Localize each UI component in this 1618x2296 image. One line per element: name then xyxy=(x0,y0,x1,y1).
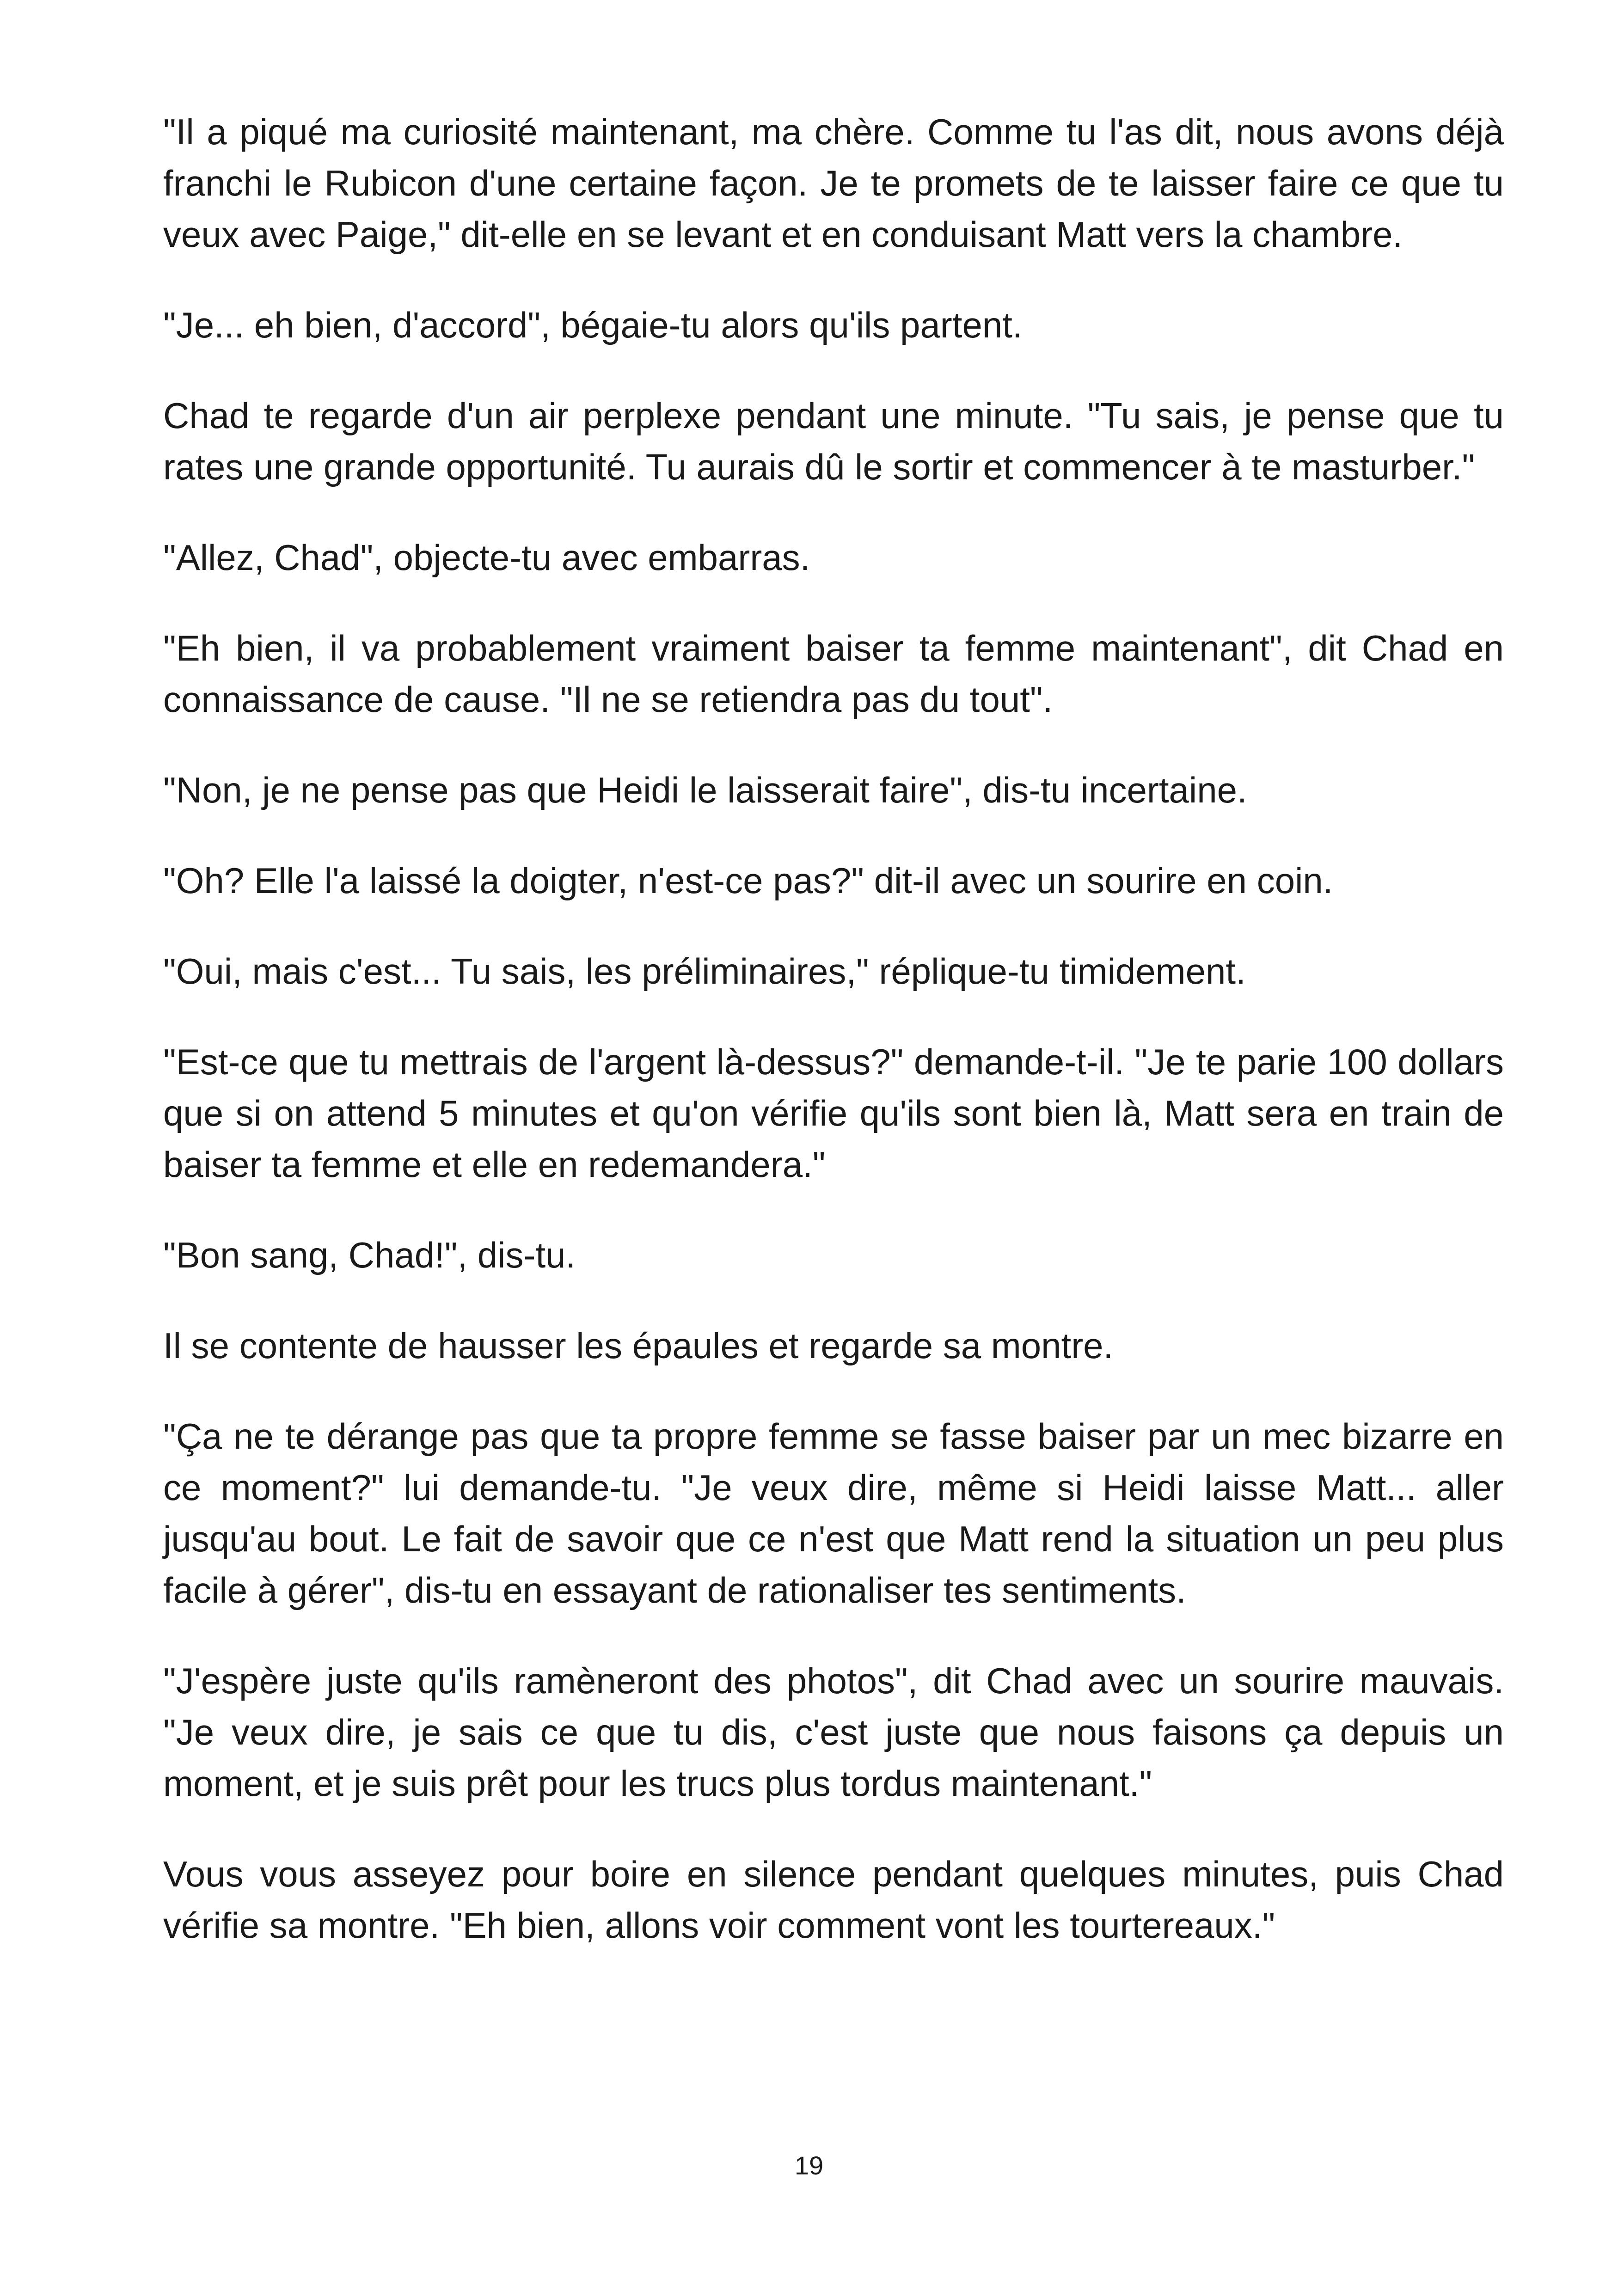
paragraph: "Allez, Chad", objecte-tu avec embarras. xyxy=(163,537,810,578)
paragraph: "Il a piqué ma curiosité maintenant, ma chère. Comme tu l'as dit, nous avons déjà franchi le Rubicon d'une certaine façon. Je te promets de te laisser faire ce que tu veux avec Paige," dit-elle en se levant et en conduisant Matt vers la chambre. xyxy=(163,111,1504,255)
paragraph: "J'espère juste qu'ils ramèneront des photos", dit Chad avec un sourire mauvais. "Je veux dire, je sais ce que tu dis, c'est juste que nous faisons ça depuis un moment, et je suis prêt pour les trucs plus tordus maintenant." xyxy=(163,1660,1504,1804)
paragraph: "Eh bien, il va probablement vraiment baiser ta femme maintenant", dit Chad en connaissance de cause. "Il ne se retiendra pas du tout". xyxy=(163,628,1504,720)
paragraph: "Je... eh bien, d'accord", bégaie-tu alors qu'ils partent. xyxy=(163,305,1023,345)
paragraph: "Est-ce que tu mettrais de l'argent là-dessus?" demande-t-il. "Je te parie 100 dollars que si on attend 5 minutes et qu'on vérifie qu'ils sont bien là, Matt sera en train de baiser ta femme et elle en redemandera." xyxy=(163,1041,1504,1185)
paragraph: "Ça ne te dérange pas que ta propre femme se fasse baiser par un mec bizarre en ce moment?" lui demande-tu. "Je veux dire, même si Heidi laisse Matt... aller jusqu'au bout. Le fait de savoir que ce n'est que Matt rend la situation un peu plus facile à gérer", dis-tu en essayant de rationaliser tes sentiments. xyxy=(163,1416,1504,1610)
paragraph: "Bon sang, Chad!", dis-tu. xyxy=(163,1235,576,1275)
paragraph: "Oh? Elle l'a laissé la doigter, n'est-ce pas?" dit-il avec un sourire en coin. xyxy=(163,860,1333,901)
document-body xyxy=(163,106,1504,1990)
paragraph: Il se contente de hausser les épaules et regarde sa montre. xyxy=(163,1325,1114,1366)
paragraph: Chad te regarde d'un air perplexe pendant une minute. "Tu sais, je pense que tu rates une grande opportunité. Tu aurais dû le sortir et commencer à te masturber." xyxy=(163,395,1504,487)
paragraph: "Non, je ne pense pas que Heidi le laisserait faire", dis-tu incertaine. xyxy=(163,770,1247,810)
paragraph: Vous vous asseyez pour boire en silence pendant quelques minutes, puis Chad vérifie sa montre. "Eh bien, allons voir comment vont les tourtereaux." xyxy=(163,1854,1504,1946)
paragraph: "Oui, mais c'est... Tu sais, les préliminaires," réplique-tu timidement. xyxy=(163,951,1246,992)
page-number: 19 xyxy=(794,2151,824,2180)
